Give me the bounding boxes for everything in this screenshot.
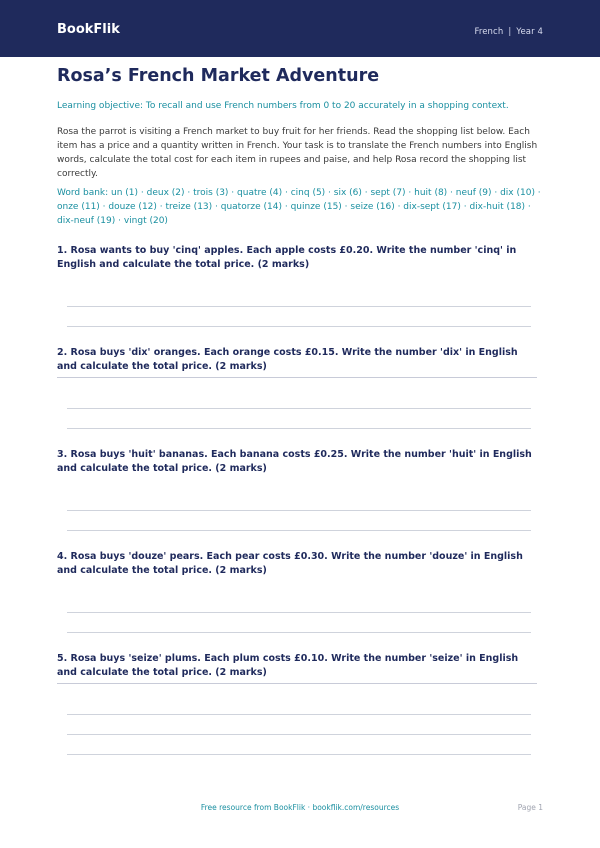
answer-line[interactable] [67,632,531,633]
question-3 [57,448,537,476]
meta-separator: | [508,27,512,37]
footer-credit: Free resource from BookFlik · bookflik.com/resources [200,803,400,812]
question-5-text: 5. Rosa buys 'seize' plums. Each plum costs £0.10. Write the number 'seize' in English and calculate the total price. (2 marks) [57,653,519,678]
question-4 [57,550,537,578]
answer-line[interactable] [67,530,531,531]
answer-line[interactable] [67,510,531,511]
question-4-text: 4. Rosa buys 'douze' pears. Each pear costs £0.30. Write the number 'douze' in English and calculate the total price. (2 marks) [57,551,523,576]
answer-line[interactable] [67,754,531,755]
answer-line[interactable] [67,408,531,409]
question-3-text: 3. Rosa buys 'huit' bananas. Each banana costs £0.25. Write the number 'huit' in English and calculate the total price. (2 marks) [57,449,532,474]
intro-paragraph: Rosa the parrot is visiting a French market to buy fruit for her friends. Read the shopping list below. Each item has a price and a quantity written in French. Your task is to translate the French numbers into English words, calculate the total cost for each item in rupees and paise, and help Rosa record the shopping list correctly. [57,127,538,179]
question-divider [57,683,537,684]
answer-line[interactable] [67,734,531,735]
question-2-text: 2. Rosa buys 'dix' oranges. Each orange costs £0.15. Write the number 'dix' in English and calculate the total price. (2 marks) [57,347,518,372]
page-header [0,0,600,57]
level-label: Year 4 [516,27,543,37]
question-5 [57,652,537,680]
brand-logo: BookFlik [57,22,120,37]
question-divider [57,377,537,378]
answer-line[interactable] [67,428,531,429]
question-1 [57,244,537,272]
page-number: Page 1 [517,803,543,812]
header-meta [474,27,543,37]
worksheet-title: Rosa’s French Market Adventure [57,66,380,86]
subject-label: French [474,27,504,37]
question-1-text: 1. Rosa wants to buy 'cinq' apples. Each apple costs £0.20. Write the number 'cinq' in English and calculate the total price. (2 marks) [57,245,517,270]
question-2 [57,346,537,374]
answer-line[interactable] [67,326,531,327]
answer-line[interactable] [67,612,531,613]
learning-objective: Learning objective: To recall and use French numbers from 0 to 20 accurately in a shopping context. [57,101,509,111]
answer-line[interactable] [67,714,531,715]
word-bank: Word bank: un (1) · deux (2) · trois (3) · quatre (4) · cinq (5) · six (6) · sept (7) · huit (8) · neuf (9) · dix (10) · onze (11) · douze (12) · treize (13) · quatorze (14) · quinze (15) · seize (16) · dix-sept (17) · dix-huit (18) · dix-neuf (19) · vingt (20) [57,188,541,226]
answer-line[interactable] [67,306,531,307]
